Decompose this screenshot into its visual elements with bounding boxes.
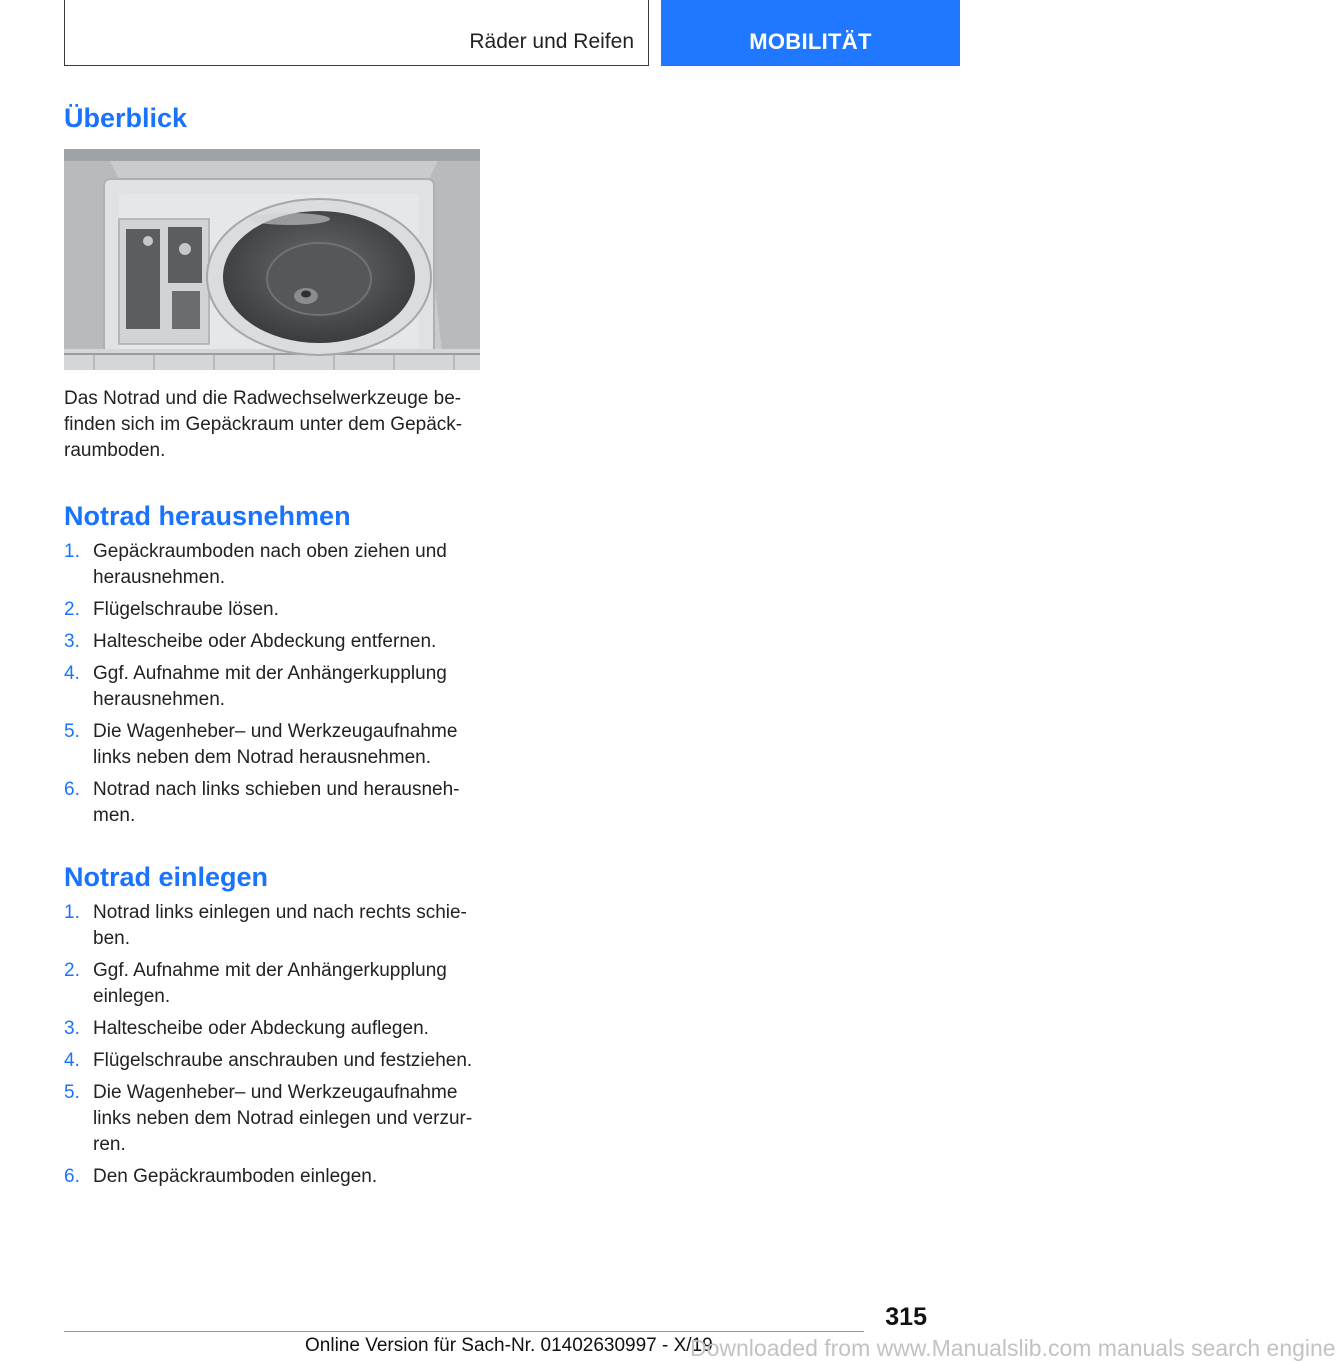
step-number: 6. <box>64 1166 80 1187</box>
header-chapter-label: MOBILITÄT <box>749 29 872 54</box>
insert-steps-list <box>64 900 484 1190</box>
insert-heading: Notrad einlegen <box>64 862 269 892</box>
step-text: Haltescheibe oder Abdeckung auflegen. <box>93 1018 429 1039</box>
step-text: Die Wagenheber– und Werkzeugaufnahme links neben dem Notrad herausnehmen. <box>93 721 458 768</box>
list-item <box>64 958 484 1010</box>
page-header <box>64 0 960 66</box>
step-number: 3. <box>64 1018 80 1039</box>
step-number: 5. <box>64 721 80 742</box>
page-number: 315 <box>885 1303 927 1331</box>
list-item <box>64 777 484 829</box>
list-item <box>64 719 484 771</box>
list-item <box>64 1164 484 1190</box>
list-item <box>64 539 484 591</box>
list-item <box>64 661 484 713</box>
step-number: 2. <box>64 599 80 620</box>
step-text: Ggf. Aufnahme mit der Anhängerkupplung herausnehmen. <box>93 663 447 710</box>
step-text: Ggf. Aufnahme mit der Anhängerkupplung einlegen. <box>93 960 447 1007</box>
step-number: 4. <box>64 663 80 684</box>
step-text: Notrad nach links schieben und herausneh- men. <box>93 779 460 826</box>
spare-wheel-illustration <box>64 149 480 370</box>
step-text: Den Gepäckraumboden einlegen. <box>93 1166 378 1187</box>
list-item <box>64 1016 484 1042</box>
overview-title: Überblick <box>64 103 188 133</box>
overview-intro: Das Notrad und die Radwechselwerkzeuge be- finden sich im Gepäckraum unter dem Gepäck- raumboden. <box>64 388 463 461</box>
step-text: Die Wagenheber– und Werkzeugaufnahme links neben dem Notrad einlegen und verzur- ren. <box>93 1082 473 1155</box>
step-number: 5. <box>64 1082 80 1103</box>
remove-heading: Notrad herausnehmen <box>64 501 351 531</box>
step-number: 2. <box>64 960 80 981</box>
footer-divider <box>64 1331 864 1332</box>
step-text: Flügelschraube lösen. <box>93 599 279 620</box>
header-chapter-tab <box>661 0 960 66</box>
list-item <box>64 597 484 623</box>
step-text: Gepäckraumboden nach oben ziehen und herausnehmen. <box>93 541 447 588</box>
watermark: Downloaded from www.Manualslib.com manuals search engine <box>690 1335 1336 1361</box>
step-number: 1. <box>64 902 80 923</box>
list-item <box>64 900 484 952</box>
list-item <box>64 629 484 655</box>
step-text: Notrad links einlegen und nach rechts schie- ben. <box>93 902 467 949</box>
step-text: Haltescheibe oder Abdeckung entfernen. <box>93 631 437 652</box>
remove-steps-list <box>64 539 484 829</box>
list-item <box>64 1048 484 1074</box>
step-number: 6. <box>64 779 80 800</box>
step-number: 4. <box>64 1050 80 1071</box>
step-number: 3. <box>64 631 80 652</box>
footer-online-version: Online Version für Sach-Nr. 01402630997 - X/19 <box>305 1335 713 1356</box>
spare-wheel-figure <box>64 149 480 370</box>
list-item <box>64 1080 484 1158</box>
main-content <box>64 100 484 1196</box>
step-text: Flügelschraube anschrauben und festziehen. <box>93 1050 473 1071</box>
header-section-label: Räder und Reifen <box>469 30 634 53</box>
step-number: 1. <box>64 541 80 562</box>
header-section-tab <box>64 0 649 66</box>
